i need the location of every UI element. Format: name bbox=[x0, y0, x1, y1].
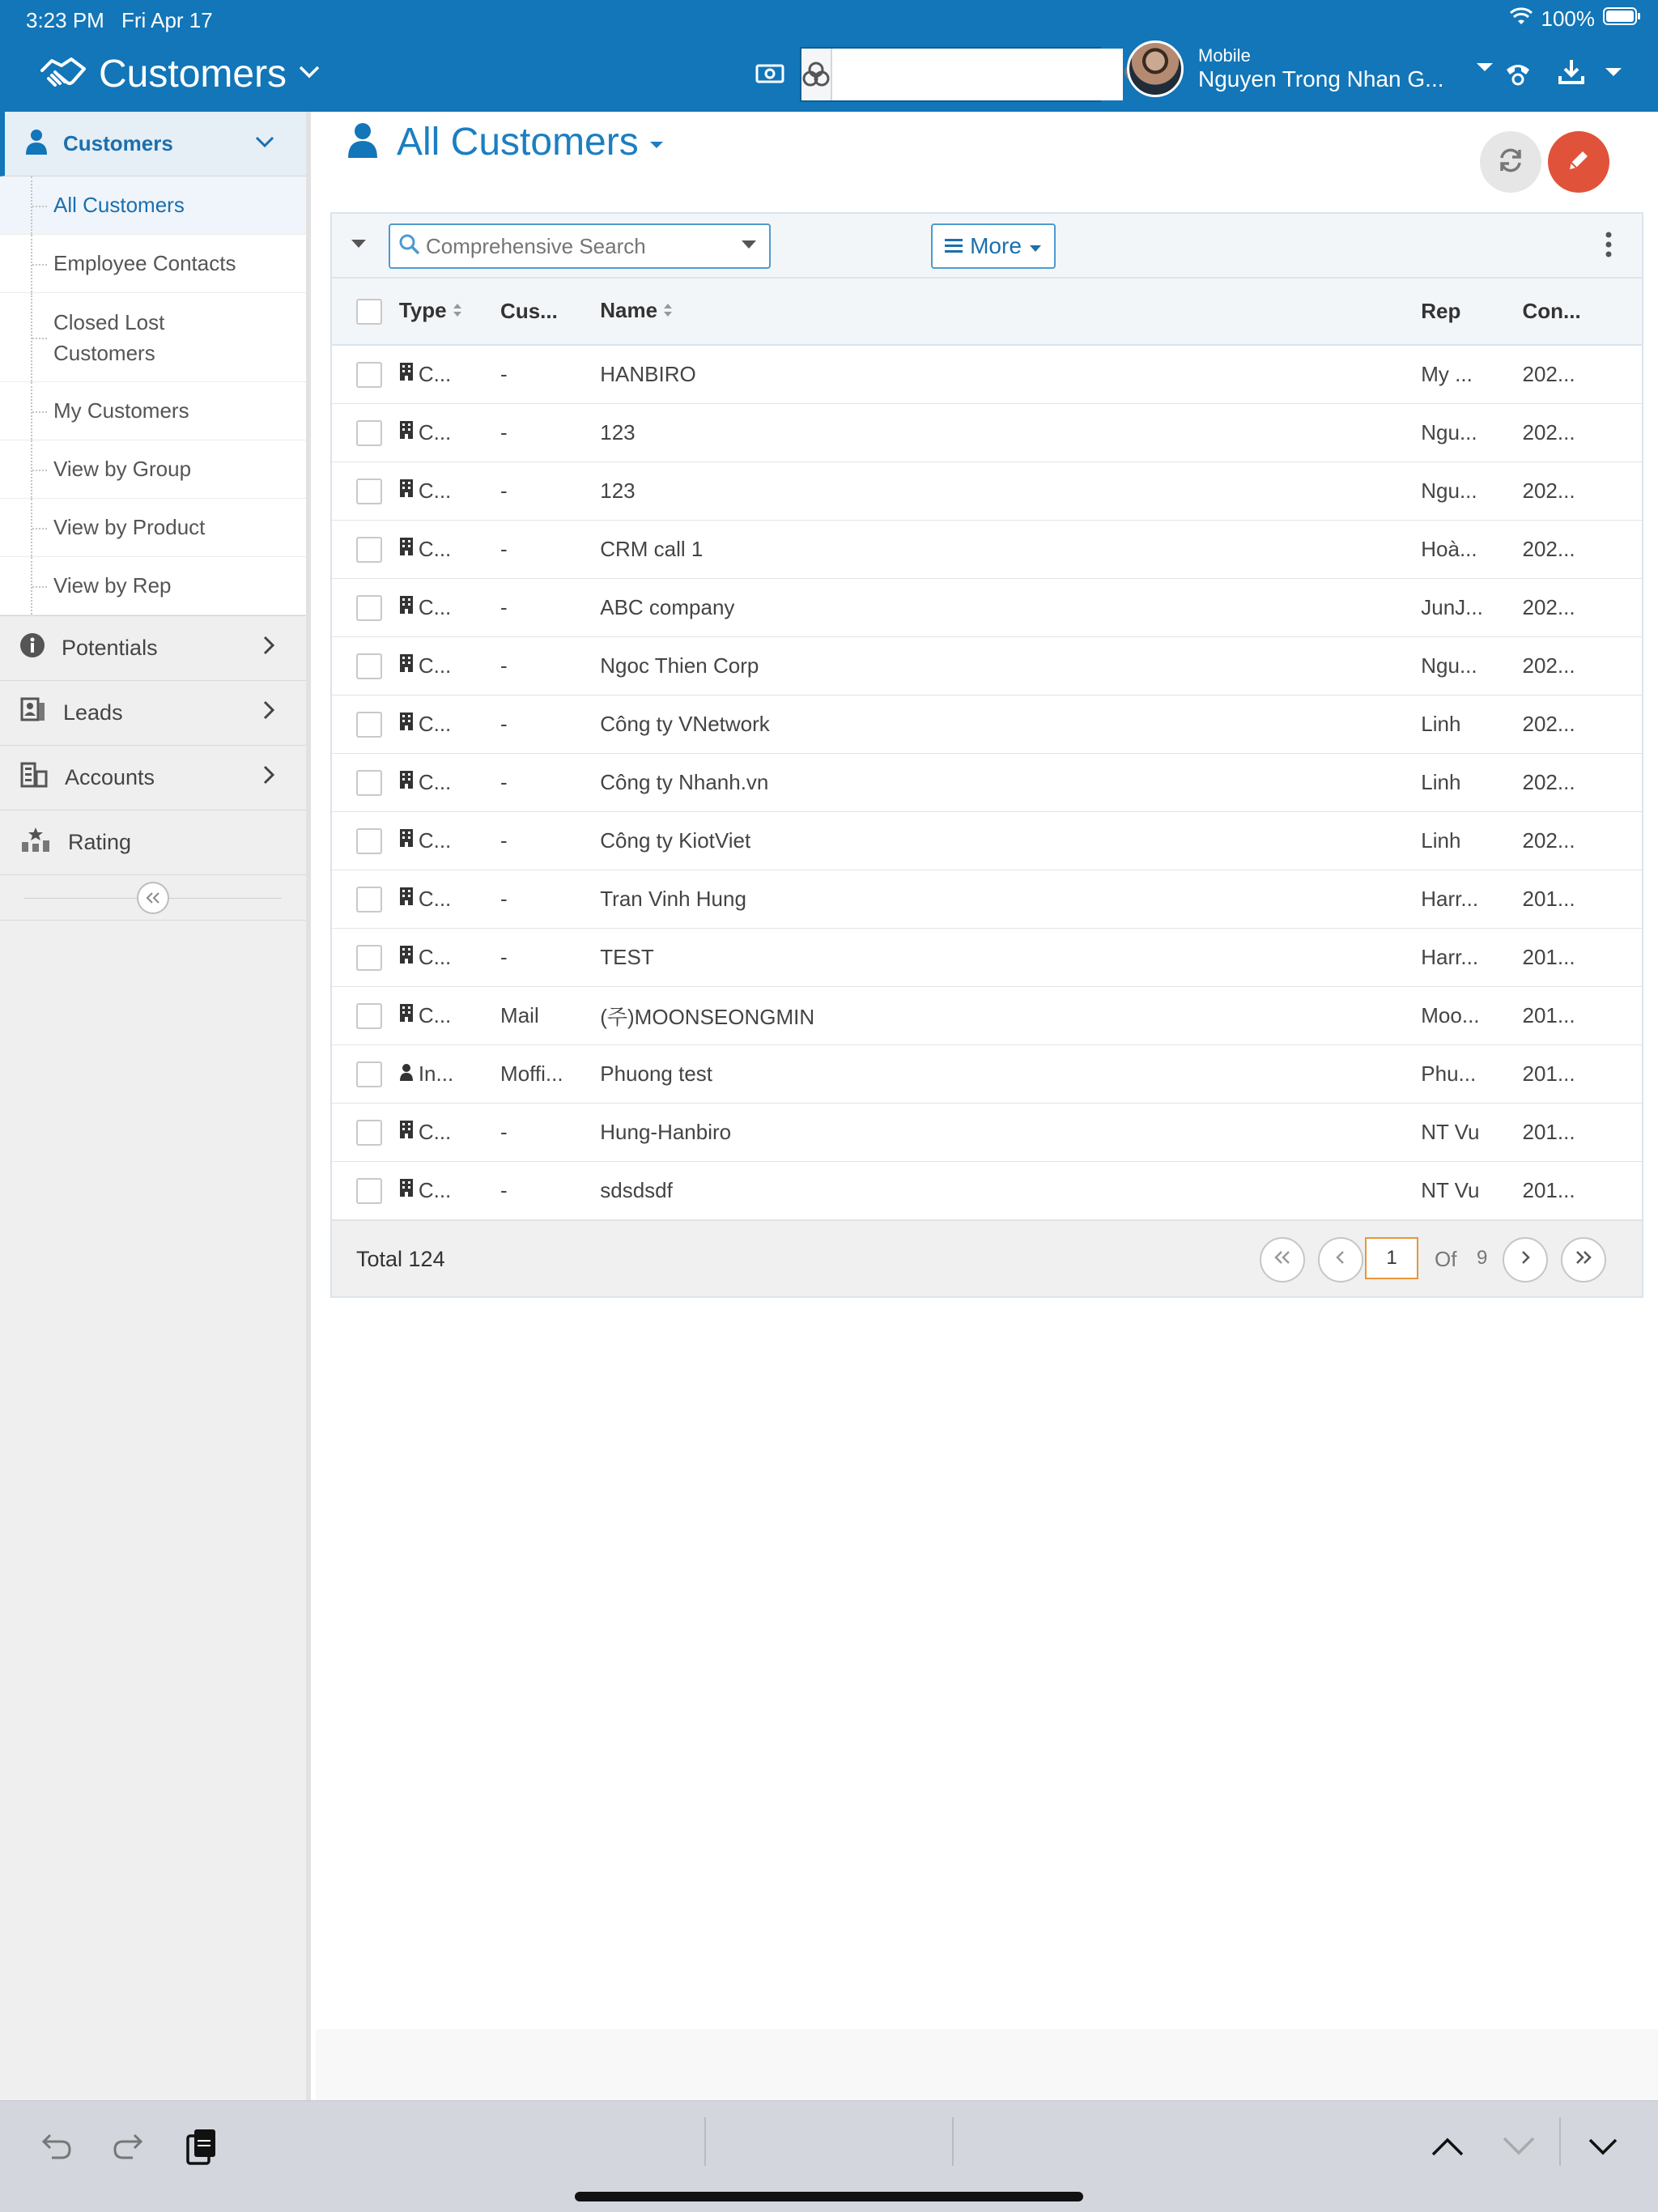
last-page-button[interactable] bbox=[1561, 1237, 1606, 1283]
total-count: Total 124 bbox=[356, 1246, 445, 1271]
chevron-down-icon[interactable] bbox=[1493, 2121, 1545, 2172]
customer-cell: - bbox=[500, 345, 600, 403]
row-select-cell bbox=[332, 462, 399, 520]
row-select-cell bbox=[332, 578, 399, 636]
sidebar-item-label: Rating bbox=[68, 830, 132, 854]
row-select-cell bbox=[332, 811, 399, 870]
page-title: All Customers bbox=[397, 121, 639, 164]
table-row[interactable] bbox=[332, 462, 1642, 520]
name-cell[interactable]: Công ty VNetwork bbox=[600, 695, 1421, 753]
caret-down-icon bbox=[1475, 62, 1494, 77]
contract-cell: 202... bbox=[1523, 753, 1643, 811]
customer-cell: - bbox=[500, 462, 600, 520]
rep-cell: Ngu... bbox=[1421, 462, 1522, 520]
building-icon bbox=[399, 362, 414, 387]
type-cell bbox=[399, 695, 500, 753]
leads-icon bbox=[19, 696, 47, 730]
kebab-menu-icon[interactable] bbox=[1605, 232, 1613, 262]
name-cell[interactable]: sdsdsdf bbox=[600, 1161, 1421, 1219]
more-button[interactable] bbox=[931, 223, 1056, 269]
customer-cell: - bbox=[500, 753, 600, 811]
divider bbox=[952, 2117, 954, 2166]
type-cell bbox=[399, 1103, 500, 1161]
row-select-cell bbox=[332, 1044, 399, 1103]
customer-cell: - bbox=[500, 403, 600, 462]
edit-button[interactable] bbox=[1548, 131, 1609, 193]
grid-toolbar bbox=[332, 214, 1642, 279]
sidebar-item-accounts[interactable] bbox=[0, 746, 306, 810]
caret-down-icon[interactable] bbox=[1592, 50, 1635, 94]
home-indicator bbox=[575, 2192, 1083, 2201]
table-row[interactable] bbox=[332, 811, 1642, 870]
type-value: C... bbox=[418, 944, 452, 969]
sidebar-item-view-by-rep[interactable]: View by Rep bbox=[0, 557, 306, 615]
type-value: C... bbox=[418, 536, 452, 561]
download-icon[interactable] bbox=[1550, 50, 1593, 94]
type-cell bbox=[399, 870, 500, 928]
type-value: C... bbox=[418, 419, 452, 445]
table-row[interactable] bbox=[332, 753, 1642, 811]
customer-cell: - bbox=[500, 520, 600, 578]
person-icon bbox=[399, 1061, 414, 1087]
page-total: 9 bbox=[1477, 1246, 1488, 1269]
sidebar-section-customers[interactable] bbox=[0, 112, 306, 177]
customer-cell: - bbox=[500, 636, 600, 695]
rep-cell: Linh bbox=[1421, 753, 1522, 811]
page-title-dropdown[interactable] bbox=[346, 120, 665, 164]
cash-icon[interactable] bbox=[748, 52, 792, 96]
of-label: Of bbox=[1435, 1246, 1457, 1271]
row-checkbox[interactable] bbox=[356, 595, 382, 621]
building-icon bbox=[399, 770, 414, 795]
battery-icon bbox=[1603, 6, 1642, 32]
user-name: Nguyen Trong Nhan G... bbox=[1198, 66, 1444, 91]
row-checkbox[interactable] bbox=[356, 653, 382, 679]
select-all-checkbox[interactable] bbox=[356, 299, 382, 325]
main-content bbox=[316, 112, 1658, 2029]
redo-icon[interactable] bbox=[102, 2121, 154, 2172]
sidebar-item-my-customers[interactable]: My Customers bbox=[0, 382, 306, 440]
sidebar-item-employee-contacts[interactable]: Employee Contacts bbox=[0, 235, 306, 293]
customer-cell: - bbox=[500, 695, 600, 753]
user-menu[interactable] bbox=[1127, 40, 1494, 97]
chevron-left-icon bbox=[1334, 1249, 1347, 1270]
status-time: 3:23 PM bbox=[26, 8, 104, 32]
rep-cell: Linh bbox=[1421, 695, 1522, 753]
row-select-cell bbox=[332, 520, 399, 578]
table-row[interactable] bbox=[332, 986, 1642, 1044]
type-cell bbox=[399, 462, 500, 520]
rep-cell: Harr... bbox=[1421, 928, 1522, 986]
caret-down-icon bbox=[1028, 233, 1043, 259]
contract-cell: 202... bbox=[1523, 578, 1643, 636]
name-cell[interactable]: CRM call 1 bbox=[600, 520, 1421, 578]
column-header-rep[interactable]: Rep bbox=[1421, 279, 1522, 345]
type-value: C... bbox=[418, 711, 452, 736]
table-row[interactable] bbox=[332, 345, 1642, 403]
customers-grid bbox=[330, 212, 1643, 1298]
info-icon bbox=[19, 632, 45, 664]
chevron-right-icon bbox=[262, 700, 275, 726]
refresh-icon bbox=[1497, 147, 1524, 178]
sidebar-item-view-by-product[interactable]: View by Product bbox=[0, 499, 306, 557]
type-cell bbox=[399, 986, 500, 1044]
row-select-cell bbox=[332, 1161, 399, 1219]
row-checkbox[interactable] bbox=[356, 1178, 382, 1204]
user-icon bbox=[346, 121, 379, 163]
sidebar-item-all-customers[interactable]: All Customers bbox=[0, 177, 306, 235]
name-cell[interactable]: ABC company bbox=[600, 578, 1421, 636]
building-icon bbox=[399, 420, 414, 445]
column-header-name[interactable] bbox=[600, 279, 1421, 345]
main-bottom-strip bbox=[316, 2029, 1658, 2100]
name-cell[interactable]: Hung-Hanbiro bbox=[600, 1103, 1421, 1161]
building-icon bbox=[399, 828, 414, 853]
contract-cell: 202... bbox=[1523, 811, 1643, 870]
name-cell[interactable]: HANBIRO bbox=[600, 345, 1421, 403]
row-select-cell bbox=[332, 928, 399, 986]
row-select-cell bbox=[332, 986, 399, 1044]
table-row[interactable] bbox=[332, 870, 1642, 928]
type-value: C... bbox=[418, 478, 452, 503]
row-select-cell bbox=[332, 636, 399, 695]
sidebar bbox=[0, 112, 311, 2100]
name-cell[interactable]: 123 bbox=[600, 403, 1421, 462]
global-search bbox=[800, 47, 1101, 102]
customer-cell: - bbox=[500, 1161, 600, 1219]
type-value: C... bbox=[418, 827, 452, 853]
status-indicators bbox=[1509, 6, 1643, 32]
table-row[interactable] bbox=[332, 403, 1642, 462]
type-value: C... bbox=[418, 769, 452, 794]
sort-icon bbox=[662, 300, 674, 325]
type-cell bbox=[399, 520, 500, 578]
row-checkbox[interactable] bbox=[356, 828, 382, 854]
sidebar-item-rating[interactable] bbox=[0, 810, 306, 875]
name-cell[interactable]: (주)MOONSEONGMIN bbox=[600, 986, 1421, 1044]
search-scope-icon[interactable] bbox=[801, 49, 832, 100]
sidebar-item-view-by-group[interactable]: View by Group bbox=[0, 440, 306, 499]
row-checkbox[interactable] bbox=[356, 1003, 382, 1029]
building-icon bbox=[399, 1120, 414, 1145]
avatar bbox=[1127, 40, 1184, 97]
row-checkbox[interactable] bbox=[356, 887, 382, 912]
rep-cell: NT Vu bbox=[1421, 1161, 1522, 1219]
rep-cell: NT Vu bbox=[1421, 1103, 1522, 1161]
comprehensive-search-input[interactable] bbox=[421, 234, 740, 259]
first-page-button[interactable] bbox=[1260, 1237, 1305, 1283]
building-icon bbox=[399, 595, 414, 620]
caret-down-icon[interactable] bbox=[350, 238, 368, 253]
type-value: C... bbox=[418, 594, 452, 619]
accounts-icon bbox=[19, 761, 49, 794]
rep-cell: Ngu... bbox=[1421, 403, 1522, 462]
collapse-sidebar-button[interactable] bbox=[137, 882, 169, 914]
name-cell[interactable]: Tran Vinh Hung bbox=[600, 870, 1421, 928]
row-checkbox[interactable] bbox=[356, 362, 382, 388]
pencil-icon bbox=[1565, 147, 1592, 178]
table-header-row bbox=[332, 279, 1642, 345]
customer-cell: - bbox=[500, 578, 600, 636]
name-cell[interactable]: Công ty KiotViet bbox=[600, 811, 1421, 870]
customer-cell: - bbox=[500, 870, 600, 928]
sidebar-item-label: Potentials bbox=[62, 636, 158, 660]
comprehensive-search[interactable] bbox=[389, 223, 771, 269]
row-checkbox[interactable] bbox=[356, 770, 382, 796]
clipboard-icon[interactable] bbox=[175, 2121, 227, 2172]
rep-cell: Ngu... bbox=[1421, 636, 1522, 695]
sidebar-collapse-row bbox=[0, 875, 306, 921]
dismiss-keyboard-icon[interactable] bbox=[1577, 2121, 1629, 2172]
customer-cell: - bbox=[500, 811, 600, 870]
status-date: Fri Apr 17 bbox=[121, 8, 213, 32]
more-label: More bbox=[970, 233, 1022, 258]
undo-icon[interactable] bbox=[31, 2121, 83, 2172]
type-value: C... bbox=[418, 1002, 452, 1027]
sidebar-item-label: Accounts bbox=[65, 765, 155, 789]
sidebar-section-label: Customers bbox=[63, 131, 173, 155]
name-cell[interactable]: Ngoc Thien Corp bbox=[600, 636, 1421, 695]
row-select-cell bbox=[332, 753, 399, 811]
contract-cell: 202... bbox=[1523, 462, 1643, 520]
contract-cell: 202... bbox=[1523, 695, 1643, 753]
phone-icon[interactable] bbox=[1496, 52, 1540, 96]
name-cell[interactable]: 123 bbox=[600, 462, 1421, 520]
type-value: C... bbox=[418, 653, 452, 678]
contract-cell: 202... bbox=[1523, 345, 1643, 403]
type-cell bbox=[399, 811, 500, 870]
type-cell bbox=[399, 753, 500, 811]
row-checkbox[interactable] bbox=[356, 1120, 382, 1146]
row-select-cell bbox=[332, 1103, 399, 1161]
chevron-down-icon bbox=[298, 65, 321, 83]
divider bbox=[704, 2117, 706, 2166]
column-header-customer[interactable]: Cus... bbox=[500, 279, 600, 345]
sidebar-item-label: Leads bbox=[63, 700, 123, 725]
type-cell bbox=[399, 636, 500, 695]
type-value: C... bbox=[418, 886, 452, 911]
contract-cell: 202... bbox=[1523, 636, 1643, 695]
rep-cell: JunJ... bbox=[1421, 578, 1522, 636]
chevron-right-icon bbox=[262, 635, 275, 661]
user-icon bbox=[24, 128, 49, 160]
sidebar-item-closed-lost-customers[interactable] bbox=[0, 293, 306, 382]
wifi-icon bbox=[1509, 6, 1533, 32]
type-value: In... bbox=[418, 1061, 454, 1086]
table-row[interactable] bbox=[332, 636, 1642, 695]
column-header-type[interactable] bbox=[399, 279, 500, 345]
list-icon bbox=[944, 233, 963, 259]
rep-cell: My ... bbox=[1421, 345, 1522, 403]
keyboard-accessory-bar bbox=[0, 2100, 1658, 2212]
module-title: Customers bbox=[99, 53, 287, 96]
building-icon bbox=[399, 945, 414, 970]
caret-down-icon bbox=[648, 139, 665, 154]
refresh-button[interactable] bbox=[1480, 131, 1541, 193]
customers-table bbox=[332, 279, 1642, 1220]
top-app-bar bbox=[0, 0, 1658, 112]
page-number-input[interactable] bbox=[1365, 1237, 1418, 1279]
row-checkbox[interactable] bbox=[356, 1061, 382, 1087]
column-label: Type bbox=[398, 298, 447, 323]
column-label: Name bbox=[600, 298, 658, 323]
sidebar-item-label: Closed Lost Customers bbox=[53, 309, 165, 365]
type-value: C... bbox=[418, 1119, 452, 1144]
rep-cell: Phu... bbox=[1421, 1044, 1522, 1103]
building-icon bbox=[399, 1003, 414, 1028]
building-icon bbox=[399, 887, 414, 912]
row-checkbox[interactable] bbox=[356, 712, 382, 738]
handshake-icon bbox=[39, 54, 87, 94]
sidebar-item-potentials[interactable] bbox=[0, 616, 306, 681]
table-row[interactable] bbox=[332, 520, 1642, 578]
building-icon bbox=[399, 653, 414, 678]
building-icon bbox=[399, 712, 414, 737]
row-checkbox[interactable] bbox=[356, 537, 382, 563]
row-checkbox[interactable] bbox=[356, 420, 382, 446]
column-header-contract[interactable]: Con... bbox=[1523, 279, 1643, 345]
contract-cell: 201... bbox=[1523, 986, 1643, 1044]
customer-cell: - bbox=[500, 928, 600, 986]
customer-cell: Moffi... bbox=[500, 1044, 600, 1103]
sort-icon bbox=[452, 300, 463, 325]
divider bbox=[1559, 2117, 1561, 2166]
chevron-down-icon bbox=[254, 135, 275, 152]
customer-cell: - bbox=[500, 1103, 600, 1161]
row-checkbox[interactable] bbox=[356, 479, 382, 504]
double-chevron-left-icon bbox=[1273, 1249, 1292, 1270]
rep-cell: Moo... bbox=[1421, 986, 1522, 1044]
contract-cell: 201... bbox=[1523, 870, 1643, 928]
building-icon bbox=[399, 537, 414, 562]
contract-cell: 201... bbox=[1523, 1103, 1643, 1161]
type-cell bbox=[399, 928, 500, 986]
table-row[interactable] bbox=[332, 1044, 1642, 1103]
customer-cell: Mail bbox=[500, 986, 600, 1044]
chevron-right-icon bbox=[1519, 1249, 1532, 1270]
type-value: C... bbox=[418, 361, 452, 386]
next-page-button[interactable] bbox=[1503, 1237, 1548, 1283]
double-chevron-right-icon bbox=[1574, 1249, 1593, 1270]
row-select-cell bbox=[332, 870, 399, 928]
sidebar-sub-list bbox=[0, 177, 306, 616]
type-cell bbox=[399, 1044, 500, 1103]
select-all-cell bbox=[332, 279, 399, 345]
caret-down-icon[interactable] bbox=[740, 239, 758, 254]
row-checkbox[interactable] bbox=[356, 945, 382, 971]
table-row[interactable] bbox=[332, 578, 1642, 636]
rep-cell: Hoà... bbox=[1421, 520, 1522, 578]
building-icon bbox=[399, 479, 414, 504]
building-icon bbox=[399, 1178, 414, 1203]
type-cell bbox=[399, 1161, 500, 1219]
name-cell[interactable]: Công ty Nhanh.vn bbox=[600, 753, 1421, 811]
type-cell bbox=[399, 345, 500, 403]
grid-footer bbox=[332, 1220, 1642, 1296]
chevron-up-icon[interactable] bbox=[1422, 2121, 1473, 2172]
contract-cell: 202... bbox=[1523, 520, 1643, 578]
type-value: C... bbox=[418, 1177, 452, 1202]
search-icon bbox=[398, 233, 421, 260]
row-select-cell bbox=[332, 695, 399, 753]
row-select-cell bbox=[332, 403, 399, 462]
contract-cell: 202... bbox=[1523, 403, 1643, 462]
user-role: Mobile bbox=[1198, 45, 1251, 66]
global-search-input[interactable] bbox=[832, 49, 1123, 100]
table-row[interactable] bbox=[332, 1161, 1642, 1219]
contract-cell: 201... bbox=[1523, 1161, 1643, 1219]
rating-icon bbox=[19, 826, 52, 859]
rep-cell: Linh bbox=[1421, 811, 1522, 870]
table-row[interactable] bbox=[332, 928, 1642, 986]
contract-cell: 201... bbox=[1523, 928, 1643, 986]
contract-cell: 201... bbox=[1523, 1044, 1643, 1103]
battery-percent: 100% bbox=[1541, 6, 1595, 31]
chevron-right-icon bbox=[262, 764, 275, 791]
table-row[interactable] bbox=[332, 695, 1642, 753]
type-cell bbox=[399, 403, 500, 462]
rep-cell: Harr... bbox=[1421, 870, 1522, 928]
name-cell[interactable]: Phuong test bbox=[600, 1044, 1421, 1103]
module-switcher[interactable] bbox=[39, 52, 321, 96]
name-cell[interactable]: TEST bbox=[600, 928, 1421, 986]
previous-page-button[interactable] bbox=[1318, 1237, 1363, 1283]
row-select-cell bbox=[332, 345, 399, 403]
type-cell bbox=[399, 578, 500, 636]
table-row[interactable] bbox=[332, 1103, 1642, 1161]
sidebar-item-leads[interactable] bbox=[0, 681, 306, 746]
